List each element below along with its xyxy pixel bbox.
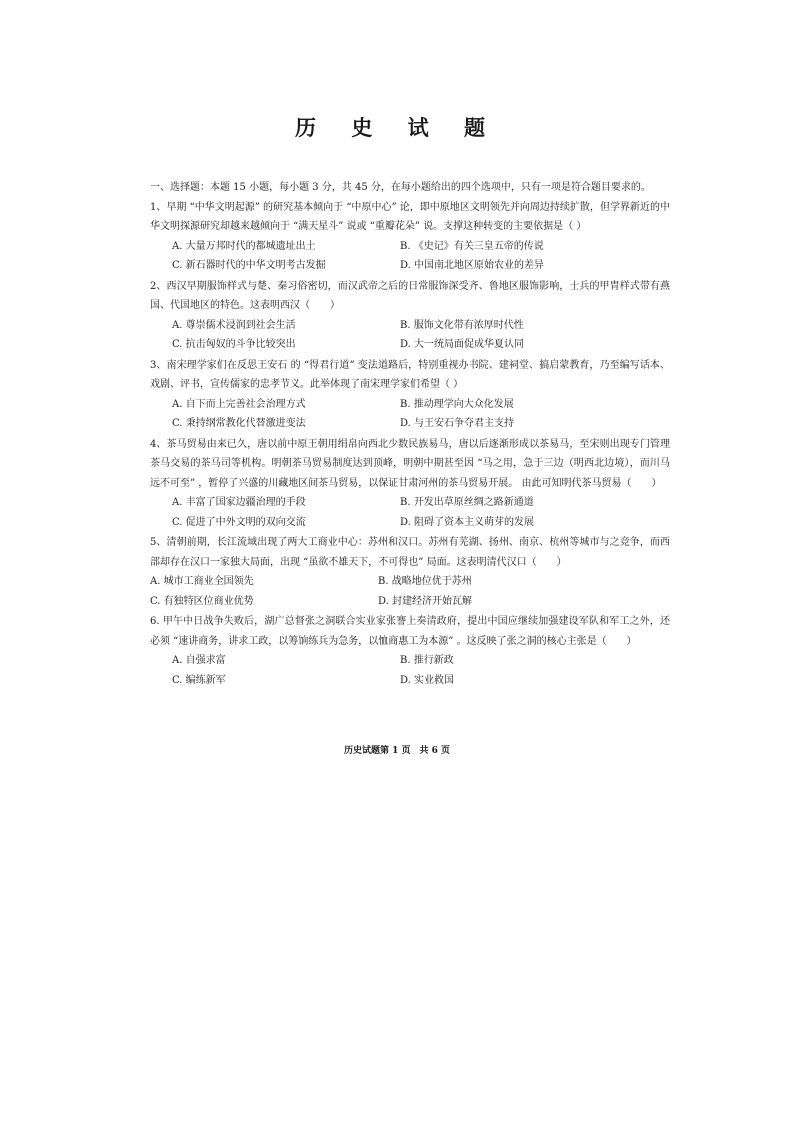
option-c[interactable]: C. 秉持纲常教化代替激进变法: [172, 418, 306, 429]
option-a[interactable]: A. 自强求富: [172, 655, 226, 666]
option-d[interactable]: D. 中国南北地区原始农业的差异: [400, 260, 545, 271]
option-list: [150, 316, 670, 355]
question-stem: 4、茶马贸易由来已久，唐以前中原王朝用绢帛向西北少数民族易马，唐以后逐渐形成以茶易马，至宋则出现专门管理茶马交易的茶马司等机构。明朝茶马贸易制度达到顶峰，明朝中期甚至因 “马之用，急于三边（明西北边境），而川马远不可至” ，暂停了兴盛的川藏地区间茶马贸易，以保证甘肃河州的茶马贸易开展。 由此可知明代茶马贸易（ ）: [150, 438, 670, 489]
option-c[interactable]: C. 有独特区位商业优势: [150, 595, 254, 607]
page-footer: 历史试题第 1 页 共 6 页: [343, 746, 451, 756]
option-d[interactable]: D. 阻碍了资本主义萌芽的发展: [400, 516, 535, 528]
question-stem: 5、清朝前期，长江流域出现了两大工商业中心：苏州和汉口。苏州有芜湖、扬州、南京、杭州等城市与之竞争，而西部却存在汉口一家独大局面，出现 “虽欲不雄天下，不可得也” 局面。这表明清代汉口（ ）: [150, 537, 670, 568]
option-list: [150, 493, 670, 532]
option-c[interactable]: C. 促进了中外文明的双向交流: [172, 516, 306, 528]
option-list: [150, 572, 670, 611]
option-a[interactable]: A. 大量万邦时代的都城遗址出土: [172, 240, 316, 252]
option-a[interactable]: A. 尊崇儒术浸润到社会生活: [172, 319, 296, 331]
option-list: [150, 237, 670, 276]
option-b[interactable]: B. 推行新政: [400, 655, 454, 666]
question-6: [150, 612, 670, 690]
option-c[interactable]: C. 抗击匈奴的斗争比较突出: [172, 339, 296, 350]
option-d[interactable]: D. 与王安石争夺君主支持: [400, 418, 515, 429]
option-b[interactable]: B. 《史记》有关三皇五帝的传说: [400, 240, 544, 252]
option-d[interactable]: D. 实业救国: [400, 674, 455, 686]
option-d[interactable]: D. 大一统局面促成华夏认同: [400, 339, 525, 350]
option-a[interactable]: A. 丰富了国家边疆治理的手段: [172, 497, 306, 508]
option-c[interactable]: C. 编练新军: [172, 674, 226, 686]
question-3: [150, 356, 670, 434]
option-b[interactable]: B. 战略地位优于苏州: [378, 576, 472, 587]
question-1: [150, 198, 670, 276]
question-2: [150, 277, 670, 355]
option-b[interactable]: B. 服饰文化带有浓厚时代性: [400, 319, 524, 331]
option-a[interactable]: A. 城市工商业全国领先: [150, 576, 254, 587]
option-list: [150, 395, 670, 434]
option-b[interactable]: B. 开发出草原丝绸之路新通道: [400, 497, 534, 508]
option-b[interactable]: B. 推动理学向大众化发展: [400, 398, 514, 410]
option-c[interactable]: C. 新石器时代的中华文明考古发掘: [172, 260, 326, 271]
question-stem: 6. 甲午中日战争失败后，湖广总督张之洞联合实业家张謇上奏清政府，提出中国应继续加强建设军队和军工之外，还必须 “速讲商务，讲求工政，以筹饷练兵为急务，以恤商惠工为本源” 。这反映了张之洞的核心主张是（ ）: [150, 616, 670, 647]
question-4: [150, 435, 670, 533]
option-list: [150, 651, 670, 690]
section-intro: 一、选择题：本题 15 小题，每小题 3 分，共 45 分，在每小题给出的四个选项中，只有一项是符合题目要求的。: [150, 182, 651, 193]
question-stem: 1、早期 “中华文明起源” 的研究基本倾向于 “中原中心” 论，即中原地区文明领先并向周边持续扩散，但学界新近的中华文明探源研究却越来越倾向于 “满天星斗” 说或 “重瓣花朵” 说。支撑这种转变的主要依据是（ ）: [150, 201, 670, 232]
option-a[interactable]: A. 自下而上完善社会治理方式: [172, 398, 306, 410]
page-title: 历 史 试 题: [295, 116, 499, 140]
question-5: [150, 533, 670, 611]
option-d[interactable]: D. 封建经济开始瓦解: [378, 595, 473, 607]
question-stem: 3、南宋理学家们在反思王安石 的 “得君行道” 变法道路后，特别重视办书院、建祠堂、搞启蒙教育，乃至编写话本、戏剧、评书，宣传儒家的忠孝节义。此举体现了南宋理学家们希望（ ）: [150, 359, 670, 390]
exam-content: [150, 178, 670, 690]
question-stem: 2、西汉早期服饰样式与楚、秦习俗密切，而汉武帝之后的日常服饰深受齐、鲁地区服饰影响，士兵的甲胄样式带有燕国、代国地区的特色。这表明西汉（ ）: [150, 280, 670, 311]
